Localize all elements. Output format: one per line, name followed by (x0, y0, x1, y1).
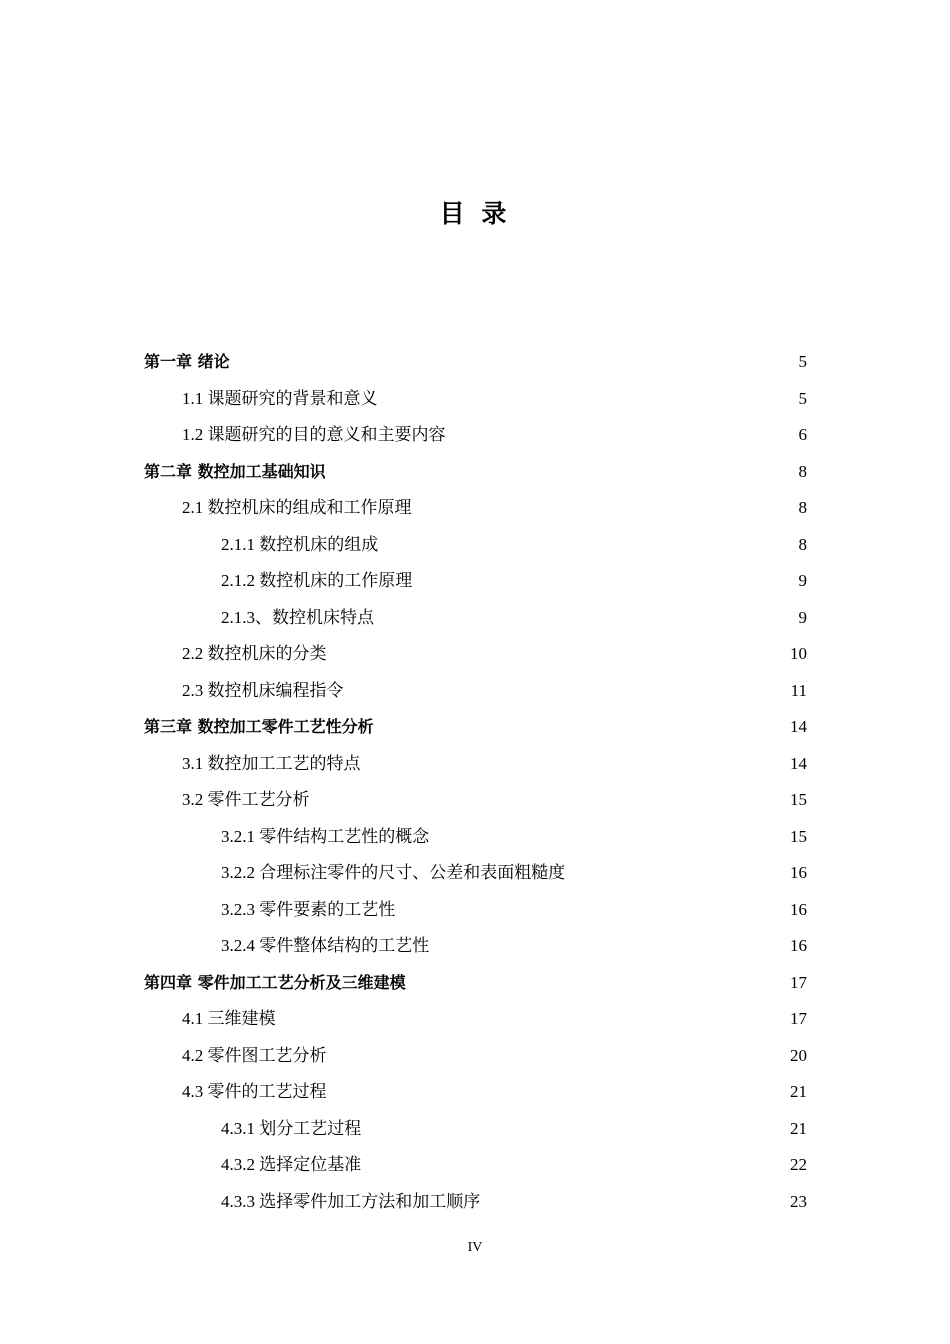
toc-entry-page: 8 (798, 534, 807, 554)
toc-entry-title: 第一章 绪论 (144, 352, 230, 371)
toc-entry-page: 10 (790, 644, 807, 663)
toc-entry-title: 2.1 数控机床的组成和工作原理 (182, 498, 412, 517)
toc-entry-page: 5 (798, 352, 807, 371)
toc-entry-page: 6 (798, 425, 807, 444)
toc-entry-title: 第三章 数控加工零件工艺性分析 (144, 717, 374, 736)
toc-entry-page: 23 (790, 1191, 807, 1211)
toc-entry-title: 2.2 数控机床的分类 (182, 644, 327, 663)
toc-entry-title: 3.2.1 零件结构工艺性的概念 (221, 826, 430, 846)
toc-entry-title: 1.1 课题研究的背景和意义 (182, 388, 378, 408)
toc-section-entry[interactable] (144, 1038, 807, 1075)
toc-section-entry[interactable] (144, 527, 807, 564)
toc-entry-page: 22 (790, 1155, 807, 1174)
toc-entry-page: 14 (790, 717, 807, 736)
toc-entry-page: 15 (790, 790, 807, 809)
toc-section-entry[interactable] (144, 892, 807, 929)
toc-entry-page: 17 (790, 972, 807, 992)
toc-entry-page: 20 (790, 1045, 807, 1065)
toc-entry-page: 14 (790, 753, 807, 773)
toc-entry-page: 8 (798, 461, 807, 481)
toc-entry-page: 9 (798, 607, 807, 627)
toc-entry-title: 3.2.3 零件要素的工艺性 (221, 899, 396, 919)
toc-section-entry[interactable] (144, 746, 807, 783)
toc-section-entry[interactable] (144, 928, 807, 965)
toc-entry-page: 16 (790, 863, 807, 882)
toc-entry-title: 3.2 零件工艺分析 (182, 790, 310, 809)
toc-section-entry[interactable] (144, 636, 807, 673)
toc-entry-title: 2.3 数控机床编程指令 (182, 680, 344, 700)
toc-section-entry[interactable] (144, 819, 807, 856)
toc-section-entry[interactable] (144, 1074, 807, 1111)
toc-chapter-entry[interactable] (144, 454, 807, 491)
toc-section-entry[interactable] (144, 563, 807, 600)
toc-entry-page: 5 (798, 388, 807, 408)
toc-entry-page: 9 (798, 571, 807, 590)
page-number: IV (467, 1240, 483, 1255)
table-of-contents (144, 344, 807, 1220)
toc-section-entry[interactable] (144, 782, 807, 819)
toc-entry-page: 15 (790, 826, 807, 846)
toc-section-entry[interactable] (144, 1001, 807, 1038)
toc-entry-title: 2.1.1 数控机床的组成 (221, 534, 379, 554)
toc-section-entry[interactable] (144, 855, 807, 892)
toc-entry-page: 16 (790, 899, 807, 919)
toc-section-entry[interactable] (144, 381, 807, 418)
toc-entry-page: 8 (798, 498, 807, 517)
page-title: 目 录 (439, 199, 511, 228)
toc-entry-title: 3.2.4 零件整体结构的工艺性 (221, 936, 430, 955)
toc-section-entry[interactable] (144, 673, 807, 710)
toc-entry-title: 4.3.3 选择零件加工方法和加工顺序 (221, 1191, 481, 1211)
toc-section-entry[interactable] (144, 1184, 807, 1221)
toc-entry-title: 3.2.2 合理标注零件的尺寸、公差和表面粗糙度 (221, 863, 566, 882)
toc-entry-title: 2.1.3、数控机床特点 (221, 607, 374, 627)
toc-entry-title: 第四章 零件加工工艺分析及三维建模 (144, 972, 406, 992)
toc-entry-title: 1.2 课题研究的目的意义和主要内容 (182, 425, 446, 444)
toc-section-entry[interactable] (144, 1111, 807, 1148)
toc-entry-page: 17 (790, 1009, 807, 1028)
toc-section-entry[interactable] (144, 1147, 807, 1184)
toc-entry-title: 2.1.2 数控机床的工作原理 (221, 571, 413, 590)
toc-entry-title: 4.2 零件图工艺分析 (182, 1045, 327, 1065)
toc-entry-title: 4.3.2 选择定位基准 (221, 1155, 362, 1174)
toc-entry-page: 11 (790, 680, 807, 700)
toc-entry-page: 21 (790, 1118, 807, 1138)
toc-section-entry[interactable] (144, 600, 807, 637)
toc-entry-page: 21 (790, 1082, 807, 1101)
toc-chapter-entry[interactable] (144, 965, 807, 1002)
toc-entry-title: 3.1 数控加工工艺的特点 (182, 753, 361, 773)
toc-entry-page: 16 (790, 936, 807, 955)
toc-section-entry[interactable] (144, 417, 807, 454)
toc-chapter-entry[interactable] (144, 344, 807, 381)
toc-entry-title: 4.1 三维建模 (182, 1009, 276, 1028)
toc-entry-title: 4.3.1 划分工艺过程 (221, 1118, 362, 1138)
toc-entry-title: 第二章 数控加工基础知识 (144, 461, 326, 481)
toc-chapter-entry[interactable] (144, 709, 807, 746)
toc-entry-title: 4.3 零件的工艺过程 (182, 1082, 327, 1101)
toc-section-entry[interactable] (144, 490, 807, 527)
